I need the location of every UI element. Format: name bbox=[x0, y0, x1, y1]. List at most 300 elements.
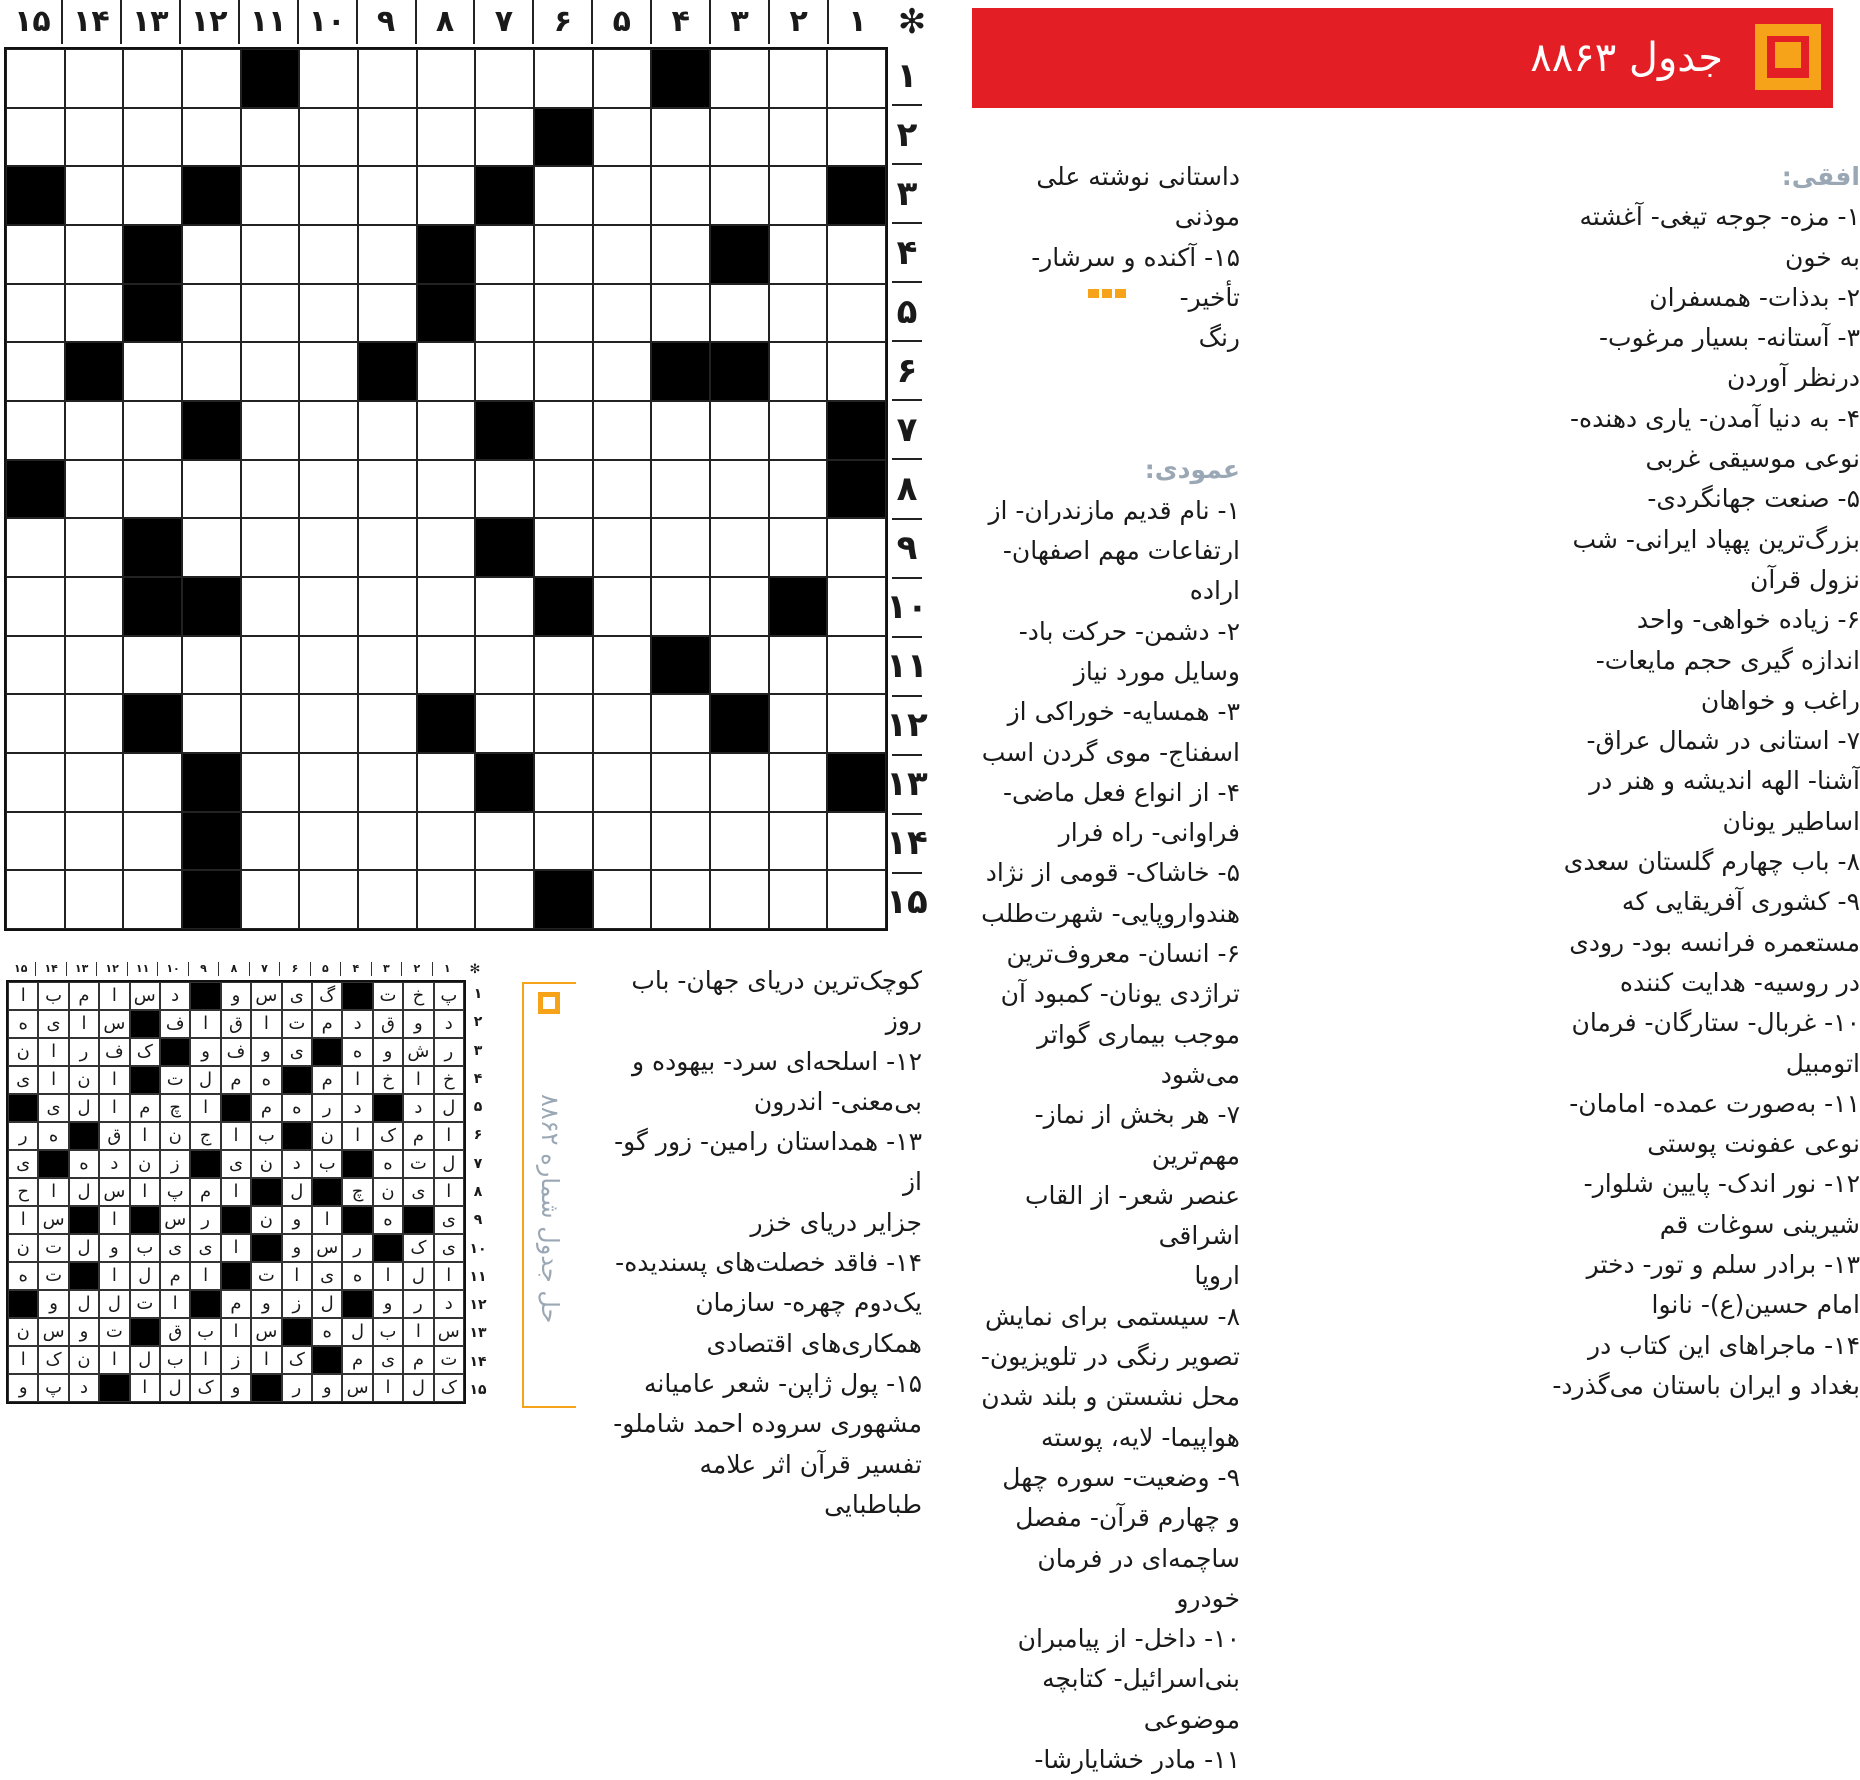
black-cell bbox=[123, 694, 182, 753]
empty-cell[interactable] bbox=[299, 518, 358, 577]
solution-letter: ت bbox=[38, 1262, 68, 1290]
grid-column-label: ۱۵ bbox=[14, 4, 51, 39]
empty-cell[interactable] bbox=[534, 460, 593, 519]
solution-letter: پ bbox=[38, 1374, 68, 1402]
empty-cell[interactable] bbox=[358, 401, 417, 460]
empty-cell[interactable] bbox=[475, 460, 534, 519]
empty-cell[interactable] bbox=[593, 401, 652, 460]
solution-letter: س bbox=[99, 1178, 129, 1206]
solution-letter: ل bbox=[434, 1150, 464, 1178]
empty-cell[interactable] bbox=[769, 49, 828, 108]
solution-letter: و bbox=[312, 1374, 342, 1402]
clue-line: موجب بیماری گواتر می‌شود bbox=[1037, 1019, 1240, 1089]
empty-cell[interactable] bbox=[358, 870, 417, 929]
empty-cell[interactable] bbox=[358, 166, 417, 225]
empty-cell[interactable] bbox=[299, 166, 358, 225]
empty-cell[interactable] bbox=[651, 753, 710, 812]
empty-cell[interactable] bbox=[534, 518, 593, 577]
empty-cell[interactable] bbox=[710, 577, 769, 636]
empty-cell[interactable] bbox=[123, 460, 182, 519]
empty-cell[interactable] bbox=[593, 636, 652, 695]
empty-cell[interactable] bbox=[65, 870, 124, 929]
empty-cell[interactable] bbox=[769, 694, 828, 753]
empty-cell[interactable] bbox=[651, 166, 710, 225]
empty-cell[interactable] bbox=[241, 284, 300, 343]
empty-cell[interactable] bbox=[182, 108, 241, 167]
solution-letter: ت bbox=[99, 1318, 129, 1346]
empty-cell[interactable] bbox=[593, 870, 652, 929]
black-cell bbox=[417, 284, 476, 343]
grid-column-label: ۶ bbox=[532, 0, 591, 44]
clue-line: ۱۰- داخل- از پیامبران bbox=[1017, 1624, 1240, 1654]
empty-cell[interactable] bbox=[6, 108, 65, 167]
empty-cell[interactable] bbox=[710, 870, 769, 929]
empty-cell[interactable] bbox=[65, 401, 124, 460]
solution-letter: و bbox=[69, 1318, 99, 1346]
empty-cell[interactable] bbox=[475, 49, 534, 108]
empty-cell[interactable] bbox=[769, 108, 828, 167]
empty-cell[interactable] bbox=[358, 577, 417, 636]
solution-letter: ل bbox=[99, 1290, 129, 1318]
solution-letter: و bbox=[221, 982, 251, 1010]
solution-letter: ه bbox=[373, 1206, 403, 1234]
empty-cell[interactable] bbox=[651, 225, 710, 284]
solution-letter: س bbox=[160, 1206, 190, 1234]
empty-cell[interactable] bbox=[827, 108, 886, 167]
empty-cell[interactable] bbox=[710, 401, 769, 460]
solution-letter: ب bbox=[190, 1318, 220, 1346]
solution-letter: و bbox=[282, 1206, 312, 1234]
solution-letter: ت bbox=[160, 1066, 190, 1094]
empty-cell[interactable] bbox=[241, 870, 300, 929]
solution-letter: ه bbox=[38, 1122, 68, 1150]
solution-letter: ا bbox=[403, 1066, 433, 1094]
empty-cell[interactable] bbox=[123, 401, 182, 460]
empty-cell[interactable] bbox=[710, 812, 769, 871]
empty-cell[interactable] bbox=[123, 166, 182, 225]
empty-cell[interactable] bbox=[299, 694, 358, 753]
empty-cell[interactable] bbox=[241, 518, 300, 577]
empty-cell[interactable] bbox=[417, 577, 476, 636]
solution-black-cell bbox=[282, 1122, 312, 1150]
empty-cell[interactable] bbox=[123, 49, 182, 108]
empty-cell[interactable] bbox=[534, 812, 593, 871]
black-cell bbox=[710, 694, 769, 753]
empty-cell[interactable] bbox=[769, 460, 828, 519]
solution-black-cell bbox=[160, 1038, 190, 1066]
grid-corner-star: ✻ bbox=[897, 2, 927, 42]
solution-black-cell bbox=[69, 1262, 99, 1290]
empty-cell[interactable] bbox=[182, 284, 241, 343]
empty-cell[interactable] bbox=[593, 342, 652, 401]
empty-cell[interactable] bbox=[182, 225, 241, 284]
black-cell bbox=[182, 401, 241, 460]
empty-cell[interactable] bbox=[65, 694, 124, 753]
grid-column-label: ۵ bbox=[591, 0, 650, 44]
clue-line: راغب و خواهان bbox=[1700, 685, 1860, 715]
empty-cell[interactable] bbox=[417, 460, 476, 519]
empty-cell[interactable] bbox=[593, 49, 652, 108]
black-cell bbox=[534, 870, 593, 929]
solution-column-label: ۸ bbox=[218, 962, 248, 976]
empty-cell[interactable] bbox=[299, 108, 358, 167]
empty-cell[interactable] bbox=[358, 49, 417, 108]
empty-cell[interactable] bbox=[534, 753, 593, 812]
empty-cell[interactable] bbox=[417, 49, 476, 108]
empty-cell[interactable] bbox=[299, 577, 358, 636]
empty-cell[interactable] bbox=[6, 636, 65, 695]
empty-cell[interactable] bbox=[651, 577, 710, 636]
empty-cell[interactable] bbox=[534, 284, 593, 343]
empty-cell[interactable] bbox=[417, 753, 476, 812]
empty-cell[interactable] bbox=[651, 108, 710, 167]
empty-cell[interactable] bbox=[475, 342, 534, 401]
empty-cell[interactable] bbox=[651, 812, 710, 871]
separator-dots bbox=[1088, 289, 1126, 298]
solution-letter: م bbox=[403, 1122, 433, 1150]
grid-column-label: ۹ bbox=[356, 0, 415, 44]
empty-cell[interactable] bbox=[417, 636, 476, 695]
solution-letter: ا bbox=[251, 1346, 281, 1374]
solution-letter: س bbox=[342, 1374, 372, 1402]
empty-cell[interactable] bbox=[827, 284, 886, 343]
empty-cell[interactable] bbox=[358, 636, 417, 695]
empty-cell[interactable] bbox=[769, 225, 828, 284]
solution-letter: و bbox=[373, 1290, 403, 1318]
solution-letter: ل bbox=[69, 1178, 99, 1206]
empty-cell[interactable] bbox=[475, 812, 534, 871]
empty-cell[interactable] bbox=[358, 225, 417, 284]
solution-letter: ح bbox=[8, 1178, 38, 1206]
solution-black-cell bbox=[130, 1206, 160, 1234]
empty-cell[interactable] bbox=[593, 518, 652, 577]
solution-letter: ک bbox=[373, 1122, 403, 1150]
empty-cell[interactable] bbox=[769, 166, 828, 225]
empty-cell[interactable] bbox=[827, 870, 886, 929]
empty-cell[interactable] bbox=[710, 108, 769, 167]
solution-letter: ن bbox=[373, 1178, 403, 1206]
empty-cell[interactable] bbox=[651, 518, 710, 577]
solution-black-cell bbox=[130, 1066, 160, 1094]
solution-letter: و bbox=[251, 1038, 281, 1066]
empty-cell[interactable] bbox=[475, 694, 534, 753]
empty-cell[interactable] bbox=[299, 401, 358, 460]
empty-cell[interactable] bbox=[65, 577, 124, 636]
empty-cell[interactable] bbox=[710, 636, 769, 695]
solution-letter: ی bbox=[38, 1094, 68, 1122]
solution-black-cell bbox=[373, 1234, 403, 1262]
empty-cell[interactable] bbox=[299, 225, 358, 284]
clue-line: امام حسین(ع)- نانوا bbox=[1651, 1290, 1860, 1320]
black-cell bbox=[710, 225, 769, 284]
empty-cell[interactable] bbox=[827, 812, 886, 871]
empty-cell[interactable] bbox=[6, 225, 65, 284]
empty-cell[interactable] bbox=[6, 694, 65, 753]
clue-line: ۱۴- ماجراهای این کتاب در bbox=[1588, 1330, 1860, 1360]
empty-cell[interactable] bbox=[299, 342, 358, 401]
empty-cell[interactable] bbox=[241, 753, 300, 812]
empty-cell[interactable] bbox=[593, 812, 652, 871]
solution-letter: س bbox=[251, 1318, 281, 1346]
empty-cell[interactable] bbox=[299, 812, 358, 871]
empty-cell[interactable] bbox=[769, 870, 828, 929]
empty-cell[interactable] bbox=[417, 401, 476, 460]
empty-cell[interactable] bbox=[827, 49, 886, 108]
solution-letter: ت bbox=[130, 1290, 160, 1318]
empty-cell[interactable] bbox=[769, 401, 828, 460]
black-cell bbox=[827, 401, 886, 460]
solution-letter: ی bbox=[282, 982, 312, 1010]
solution-black-cell bbox=[8, 1094, 38, 1122]
empty-cell[interactable] bbox=[65, 812, 124, 871]
empty-cell[interactable] bbox=[123, 342, 182, 401]
empty-cell[interactable] bbox=[710, 460, 769, 519]
empty-cell[interactable] bbox=[241, 460, 300, 519]
empty-cell[interactable] bbox=[182, 636, 241, 695]
empty-cell[interactable] bbox=[241, 636, 300, 695]
solution-black-cell bbox=[190, 1290, 220, 1318]
solution-grid bbox=[6, 980, 466, 1404]
title-bar bbox=[972, 8, 1833, 108]
empty-cell[interactable] bbox=[182, 342, 241, 401]
empty-cell[interactable] bbox=[651, 460, 710, 519]
empty-cell[interactable] bbox=[299, 636, 358, 695]
empty-cell[interactable] bbox=[769, 342, 828, 401]
solution-black-cell bbox=[221, 1094, 251, 1122]
empty-cell[interactable] bbox=[827, 518, 886, 577]
solution-letter: ب bbox=[373, 1318, 403, 1346]
clue-column-down bbox=[972, 157, 1240, 1780]
solution-black-cell bbox=[312, 1178, 342, 1206]
solution-letter: ا bbox=[403, 1318, 433, 1346]
empty-cell[interactable] bbox=[710, 284, 769, 343]
solution-letter: ت bbox=[403, 1150, 433, 1178]
empty-cell[interactable] bbox=[534, 225, 593, 284]
empty-cell[interactable] bbox=[769, 284, 828, 343]
empty-cell[interactable] bbox=[65, 225, 124, 284]
empty-cell[interactable] bbox=[358, 108, 417, 167]
solution-letter: م bbox=[251, 1094, 281, 1122]
empty-cell[interactable] bbox=[593, 225, 652, 284]
solution-title: حل جدول شماره ۸۸۶۲ bbox=[536, 1094, 564, 1324]
clue-line: اندازه گیری حجم مایعات- bbox=[1595, 645, 1860, 675]
empty-cell[interactable] bbox=[534, 694, 593, 753]
empty-cell[interactable] bbox=[299, 284, 358, 343]
clue-line: بزرگ‌ترین پهپاد ایرانی- شب bbox=[1572, 524, 1860, 554]
empty-cell[interactable] bbox=[827, 225, 886, 284]
empty-cell[interactable] bbox=[6, 342, 65, 401]
empty-cell[interactable] bbox=[182, 49, 241, 108]
solution-column-label: ۶ bbox=[279, 962, 309, 976]
crossword-grid bbox=[4, 47, 888, 931]
empty-cell[interactable] bbox=[827, 694, 886, 753]
clue-line: ۱۳- همداستان رامین- زور گو- از bbox=[614, 1127, 922, 1197]
empty-cell[interactable] bbox=[651, 870, 710, 929]
empty-cell[interactable] bbox=[475, 636, 534, 695]
solution-black-cell bbox=[342, 1206, 372, 1234]
empty-cell[interactable] bbox=[299, 753, 358, 812]
solution-row-label: ۱۳ bbox=[469, 1325, 487, 1342]
empty-cell[interactable] bbox=[475, 225, 534, 284]
solution-letter: ر bbox=[342, 1234, 372, 1262]
empty-cell[interactable] bbox=[65, 166, 124, 225]
clue-line: نوعی موسیقی غربی bbox=[1645, 444, 1860, 474]
clue-line: به خون bbox=[1784, 242, 1860, 272]
empty-cell[interactable] bbox=[827, 342, 886, 401]
black-cell bbox=[651, 49, 710, 108]
empty-cell[interactable] bbox=[6, 49, 65, 108]
empty-cell[interactable] bbox=[475, 284, 534, 343]
empty-cell[interactable] bbox=[769, 636, 828, 695]
empty-cell[interactable] bbox=[241, 108, 300, 167]
empty-cell[interactable] bbox=[241, 694, 300, 753]
empty-cell[interactable] bbox=[593, 460, 652, 519]
empty-cell[interactable] bbox=[299, 460, 358, 519]
empty-cell[interactable] bbox=[6, 518, 65, 577]
solution-letter: ز bbox=[282, 1290, 312, 1318]
empty-cell[interactable] bbox=[358, 812, 417, 871]
solution-letter: ت bbox=[38, 1234, 68, 1262]
solution-letter: م bbox=[69, 982, 99, 1010]
empty-cell[interactable] bbox=[475, 577, 534, 636]
black-cell bbox=[769, 577, 828, 636]
empty-cell[interactable] bbox=[241, 401, 300, 460]
empty-cell[interactable] bbox=[123, 812, 182, 871]
empty-cell[interactable] bbox=[65, 636, 124, 695]
empty-cell[interactable] bbox=[827, 636, 886, 695]
solution-letter: ه bbox=[342, 1262, 372, 1290]
empty-cell[interactable] bbox=[417, 812, 476, 871]
empty-cell[interactable] bbox=[123, 108, 182, 167]
solution-letter: د bbox=[434, 1290, 464, 1318]
empty-cell[interactable] bbox=[65, 49, 124, 108]
solution-letter: ج bbox=[190, 1122, 220, 1150]
empty-cell[interactable] bbox=[123, 870, 182, 929]
empty-cell[interactable] bbox=[534, 401, 593, 460]
empty-cell[interactable] bbox=[593, 166, 652, 225]
empty-cell[interactable] bbox=[593, 108, 652, 167]
empty-cell[interactable] bbox=[6, 870, 65, 929]
solution-black-cell bbox=[282, 1318, 312, 1346]
empty-cell[interactable] bbox=[241, 225, 300, 284]
empty-cell[interactable] bbox=[6, 284, 65, 343]
clue-line: ارتفاعات مهم اصفهان- اراده bbox=[1002, 536, 1240, 606]
puzzle-title: جدول ۸۸۶۳ bbox=[1530, 35, 1723, 81]
empty-cell[interactable] bbox=[593, 694, 652, 753]
empty-cell[interactable] bbox=[710, 753, 769, 812]
empty-cell[interactable] bbox=[6, 577, 65, 636]
black-cell bbox=[358, 342, 417, 401]
solution-letter: ق bbox=[99, 1122, 129, 1150]
empty-cell[interactable] bbox=[769, 753, 828, 812]
empty-cell[interactable] bbox=[417, 108, 476, 167]
solution-letter: ل bbox=[403, 1374, 433, 1402]
empty-cell[interactable] bbox=[358, 284, 417, 343]
clue-line: تراژدی یونان- کمبود آن bbox=[1000, 979, 1240, 1009]
empty-cell[interactable] bbox=[123, 636, 182, 695]
solution-letter: و bbox=[282, 1234, 312, 1262]
empty-cell[interactable] bbox=[827, 577, 886, 636]
empty-cell[interactable] bbox=[417, 518, 476, 577]
empty-cell[interactable] bbox=[65, 284, 124, 343]
empty-cell[interactable] bbox=[6, 753, 65, 812]
empty-cell[interactable] bbox=[593, 284, 652, 343]
black-cell bbox=[475, 401, 534, 460]
empty-cell[interactable] bbox=[593, 577, 652, 636]
empty-cell[interactable] bbox=[710, 49, 769, 108]
empty-cell[interactable] bbox=[651, 401, 710, 460]
solution-letter: ر bbox=[282, 1374, 312, 1402]
clue-line: وسایل مورد نیاز bbox=[1073, 656, 1240, 686]
empty-cell[interactable] bbox=[651, 694, 710, 753]
empty-cell[interactable] bbox=[358, 460, 417, 519]
empty-cell[interactable] bbox=[299, 870, 358, 929]
section-heading: افقی: bbox=[1781, 162, 1860, 191]
empty-cell[interactable] bbox=[534, 49, 593, 108]
empty-cell[interactable] bbox=[65, 108, 124, 167]
solution-letter: ر bbox=[403, 1290, 433, 1318]
empty-cell[interactable] bbox=[417, 342, 476, 401]
empty-cell[interactable] bbox=[6, 812, 65, 871]
empty-cell[interactable] bbox=[182, 460, 241, 519]
solution-letter: ل bbox=[190, 1066, 220, 1094]
empty-cell[interactable] bbox=[710, 518, 769, 577]
black-cell bbox=[123, 225, 182, 284]
grid-row-label: ۴ bbox=[892, 224, 922, 283]
grid-column-label: ۲ bbox=[768, 0, 827, 44]
solution-letter: ت bbox=[251, 1262, 281, 1290]
empty-cell[interactable] bbox=[123, 753, 182, 812]
empty-cell[interactable] bbox=[417, 166, 476, 225]
empty-cell[interactable] bbox=[182, 694, 241, 753]
empty-cell[interactable] bbox=[710, 166, 769, 225]
empty-cell[interactable] bbox=[358, 518, 417, 577]
black-cell bbox=[475, 753, 534, 812]
empty-cell[interactable] bbox=[475, 108, 534, 167]
solution-letter: د bbox=[160, 982, 190, 1010]
empty-cell[interactable] bbox=[358, 753, 417, 812]
empty-cell[interactable] bbox=[299, 49, 358, 108]
solution-column-label: ۵ bbox=[310, 962, 340, 976]
clue-line: اسفناج- موی گردن اسب bbox=[981, 737, 1240, 767]
empty-cell[interactable] bbox=[475, 870, 534, 929]
empty-cell[interactable] bbox=[534, 166, 593, 225]
empty-cell[interactable] bbox=[534, 342, 593, 401]
empty-cell[interactable] bbox=[593, 753, 652, 812]
solution-letter: ف bbox=[160, 1010, 190, 1038]
clue-line: ۱۲- نور اندک- پایین شلوار- bbox=[1583, 1169, 1860, 1199]
empty-cell[interactable] bbox=[651, 284, 710, 343]
empty-cell[interactable] bbox=[358, 694, 417, 753]
empty-cell[interactable] bbox=[241, 342, 300, 401]
empty-cell[interactable] bbox=[65, 460, 124, 519]
empty-cell[interactable] bbox=[6, 401, 65, 460]
empty-cell[interactable] bbox=[65, 753, 124, 812]
empty-cell[interactable] bbox=[241, 577, 300, 636]
clue-line: اتومبیل bbox=[1785, 1048, 1860, 1078]
empty-cell[interactable] bbox=[417, 870, 476, 929]
empty-cell[interactable] bbox=[182, 518, 241, 577]
solution-letter: ک bbox=[403, 1234, 433, 1262]
solution-letter: ش bbox=[403, 1038, 433, 1066]
empty-cell[interactable] bbox=[769, 812, 828, 871]
clue-line: هندواروپایی- شهرت‌طلب bbox=[981, 898, 1240, 928]
empty-cell[interactable] bbox=[241, 166, 300, 225]
empty-cell[interactable] bbox=[534, 636, 593, 695]
empty-cell[interactable] bbox=[769, 518, 828, 577]
empty-cell[interactable] bbox=[65, 518, 124, 577]
empty-cell[interactable] bbox=[241, 812, 300, 871]
